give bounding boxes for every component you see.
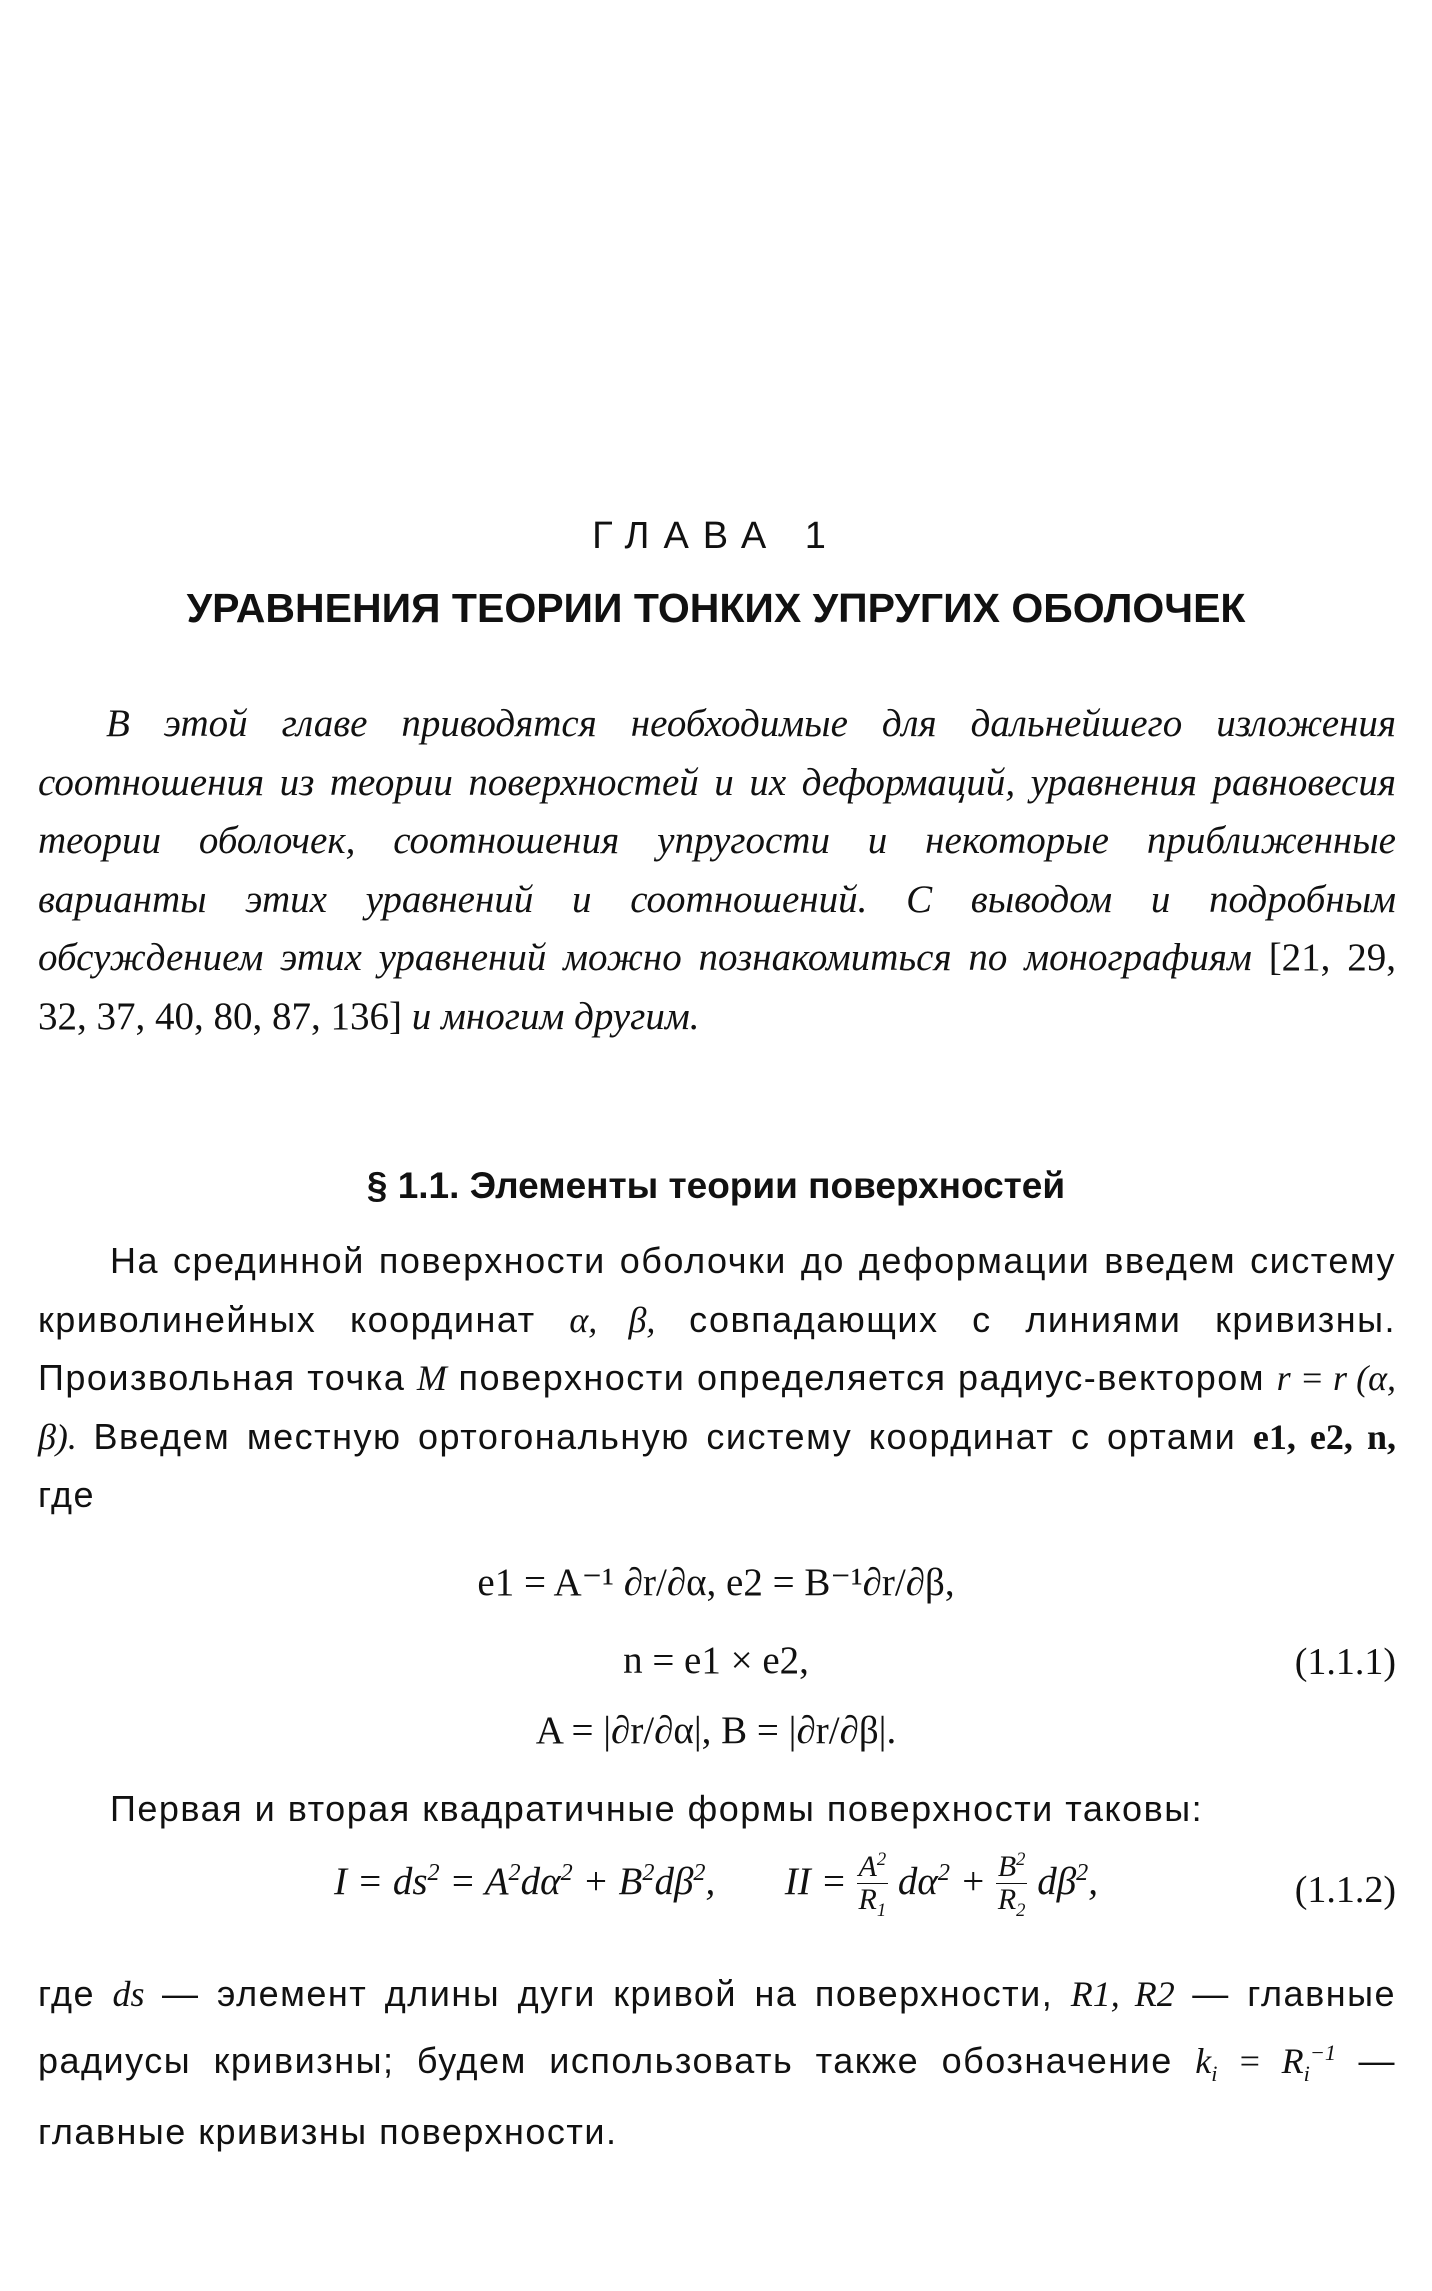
chapter-title: УРАВНЕНИЯ ТЕОРИИ ТОНКИХ УПРУГИХ ОБОЛОЧЕК — [186, 585, 1246, 631]
paragraph1-part4: Введем местную ортогональную систему координат с ортами — [93, 1415, 1237, 1457]
paragraph3-part2: — элемент длины дуги кривой на поверхности, — [162, 1973, 1054, 2014]
equation-1-1-2: $I = ds^2 = A^2d\alpha^2 + B^2d\beta^2$, II = $\frac{A^2}{R_1}$ $d\alpha^2$ + $\frac{B^2}{R_2}$ $d\beta^2$, — [334, 1849, 1098, 1921]
paragraph1-part1: На срединной поверхности оболочки до деформации введем систему криволинейных координат — [38, 1240, 1396, 1340]
coords-symbols: α, β, — [569, 1299, 656, 1340]
paragraph1-part5: где — [38, 1474, 96, 1515]
abstract-tail: и многим другим. — [411, 994, 700, 1038]
fraction-a2-r1: $\frac{A^2}{R_1}$ — [858, 1849, 887, 1921]
point-symbol: M — [416, 1358, 447, 1398]
orts-symbols: e1, e2, n, — [1252, 1416, 1396, 1457]
equation-1-1-1-line3: A = |∂r/∂α|, B = |∂r/∂β|. — [535, 1709, 897, 1752]
fraction-b2-r2: $\frac{B^2}{R_2}$ — [997, 1849, 1026, 1921]
equation-number-1-1-1: (1.1.1) — [1294, 1641, 1396, 1683]
paragraph3-part1: где — [38, 1973, 96, 2014]
paragraph-quadratic-forms: Первая и вторая квадратичные формы поверхности таковы: — [110, 1788, 1204, 1829]
paragraph-coordinates — [38, 1232, 1396, 1525]
chapter-abstract — [38, 695, 1396, 1046]
curvature-formula: $k_i = R_i^{-1}$ — [1195, 2039, 1337, 2086]
abstract-references: [21, 29, 32, 37, 40, 80, 87, 136] — [38, 936, 1396, 1038]
chapter-label: ГЛАВА 1 — [592, 515, 840, 557]
section-title: § 1.1. Элементы теории поверхностей — [366, 1165, 1066, 1206]
radius-vector-formula: r = r (α, β). — [38, 1358, 1397, 1457]
equation-1-1-1-line1: e1 = A⁻¹ ∂r/∂α, e2 = B⁻¹∂r/∂β, — [477, 1561, 955, 1604]
paragraph3-part4: — главные кривизны поверхности. — [38, 2039, 1396, 2153]
equation-number-1-1-2: (1.1.2) — [1294, 1869, 1396, 1911]
equation-1-1-1-line2: n = e1 × e2, — [623, 1639, 809, 1682]
radii-symbols: R1, R2 — [1070, 1974, 1175, 2014]
paragraph3-part3: — главные радиусы кривизны; будем использовать также обозначение — [38, 1973, 1396, 2081]
ds-symbol: ds — [112, 1974, 145, 2014]
paragraph1-part3: поверхности определяется радиус-вектором — [458, 1357, 1266, 1398]
paragraph1-part2: совпадающих с линиями кривизны. Произвольная точка — [38, 1298, 1396, 1398]
paragraph-definitions — [38, 1965, 1396, 2162]
abstract-text: В этой главе приводятся необходимые для дальнейшего изложения соотношения из теории поверхностей и их деформаций, уравнения равновесия теории оболочек, соотношения упругости и некоторые приближенные варианты этих уравнений и соотношений. С выводом и подробным обсуждением этих уравнений можно познакомиться по монографиям — [38, 702, 1396, 979]
